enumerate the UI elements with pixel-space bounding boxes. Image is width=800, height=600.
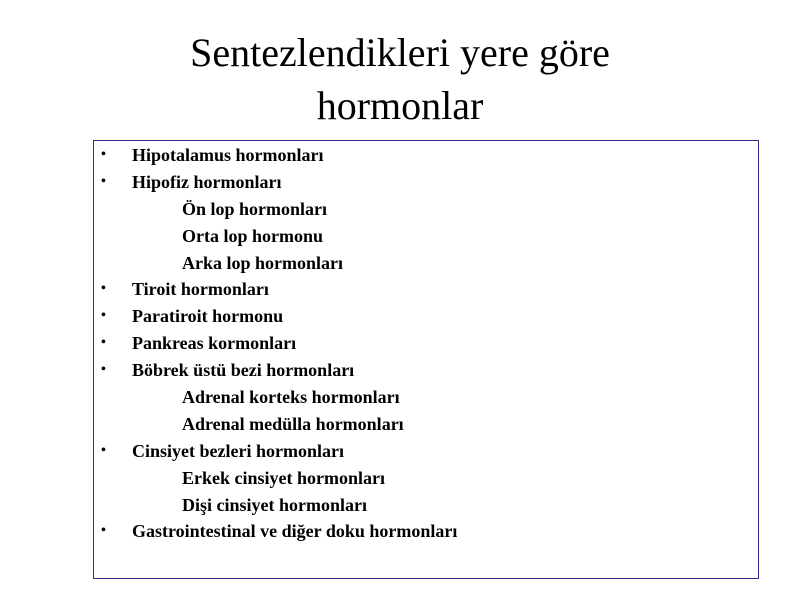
list-item-text: Arka lop hormonları bbox=[182, 252, 344, 273]
bullet-icon: • bbox=[101, 362, 106, 378]
bullet-icon: • bbox=[101, 147, 106, 162]
list-item bbox=[94, 357, 758, 384]
bullet-icon: • bbox=[101, 335, 106, 351]
list-item bbox=[94, 303, 758, 330]
bullet-icon: • bbox=[101, 281, 106, 297]
list-item-text: Cinsiyet bezleri hormonları bbox=[132, 440, 344, 461]
list-item bbox=[94, 169, 758, 196]
list-item-text: Ön lop hormonları bbox=[182, 198, 328, 219]
list-item-text: Erkek cinsiyet hormonları bbox=[182, 467, 385, 488]
list-item-text: Hipotalamus hormonları bbox=[132, 145, 324, 165]
list-item-text: Adrenal korteks hormonları bbox=[182, 387, 400, 408]
sub-list-item bbox=[94, 223, 758, 250]
sub-list-item bbox=[94, 384, 758, 411]
content-box bbox=[93, 140, 759, 579]
list-item-text: Gastrointestinal ve diğer doku hormonları bbox=[132, 521, 458, 542]
sub-list-item bbox=[94, 196, 758, 223]
list-item bbox=[94, 276, 758, 303]
list-item bbox=[94, 142, 758, 169]
sub-list-item bbox=[94, 492, 758, 519]
list-item bbox=[94, 438, 758, 465]
list-item-text: Orta lop hormonu bbox=[182, 225, 324, 246]
list-item-text: Tiroit hormonları bbox=[132, 279, 269, 300]
list-item-text: Dişi cinsiyet hormonları bbox=[182, 494, 367, 515]
list-item bbox=[94, 518, 758, 545]
list-item-text: Pankreas kormonları bbox=[132, 333, 297, 354]
bullet-list bbox=[94, 142, 758, 545]
sub-list-item bbox=[94, 250, 758, 277]
sub-list-item bbox=[94, 411, 758, 438]
bullet-icon: • bbox=[101, 523, 106, 539]
sub-list-item bbox=[94, 465, 758, 492]
bullet-icon: • bbox=[101, 173, 106, 189]
list-item-text: Böbrek üstü bezi hormonları bbox=[132, 360, 355, 381]
slide-title: Sentezlendikleri yere göre hormonlar bbox=[190, 30, 610, 128]
list-item bbox=[94, 330, 758, 357]
bullet-icon: • bbox=[101, 308, 106, 324]
list-item-text: Hipofiz hormonları bbox=[132, 171, 282, 192]
list-item-text: Adrenal medülla hormonları bbox=[182, 413, 404, 434]
list-item-text: Paratiroit hormonu bbox=[132, 306, 284, 327]
bullet-icon: • bbox=[101, 442, 106, 458]
